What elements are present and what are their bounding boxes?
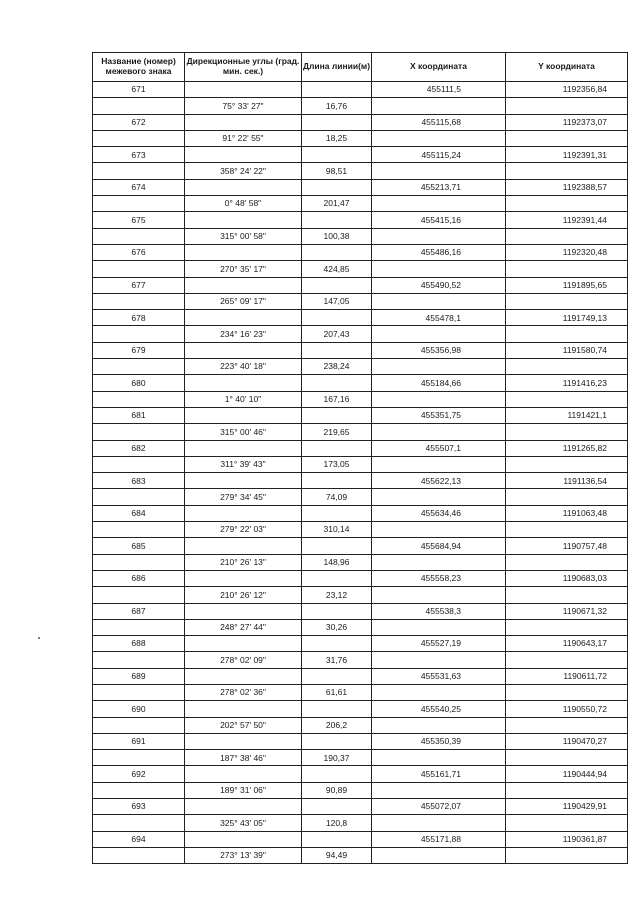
empty-cell xyxy=(185,407,302,423)
line-length-cell: 148,96 xyxy=(302,554,372,570)
point-row xyxy=(93,473,628,489)
point-name-cell: 672 xyxy=(93,114,185,130)
point-name-cell: 679 xyxy=(93,342,185,358)
line-length-cell: 424,85 xyxy=(302,261,372,277)
point-name-cell: 682 xyxy=(93,440,185,456)
segment-row xyxy=(93,359,628,375)
empty-cell xyxy=(302,212,372,228)
point-name-cell: 678 xyxy=(93,310,185,326)
empty-cell xyxy=(302,570,372,586)
empty-cell xyxy=(372,98,506,114)
y-coordinate-cell: 1190429,91 xyxy=(506,799,628,815)
empty-cell xyxy=(185,538,302,554)
x-coordinate-cell: 455684,94 xyxy=(372,538,506,554)
point-row xyxy=(93,82,628,98)
segment-row xyxy=(93,815,628,831)
y-coordinate-cell: 1191895,65 xyxy=(506,277,628,293)
y-coordinate-cell: 1191136,54 xyxy=(506,473,628,489)
empty-cell xyxy=(506,717,628,733)
line-length-cell: 201,47 xyxy=(302,196,372,212)
empty-cell xyxy=(302,82,372,98)
header-row xyxy=(93,53,628,82)
direction-angle-cell: 187° 38' 46" xyxy=(185,750,302,766)
point-name-cell: 681 xyxy=(93,407,185,423)
empty-cell xyxy=(93,587,185,603)
segment-row xyxy=(93,717,628,733)
empty-cell xyxy=(93,261,185,277)
point-row xyxy=(93,179,628,195)
point-row xyxy=(93,212,628,228)
y-coordinate-cell: 1191063,48 xyxy=(506,505,628,521)
empty-cell xyxy=(185,636,302,652)
empty-cell xyxy=(302,310,372,326)
empty-cell xyxy=(372,293,506,309)
y-coordinate-cell: 1190611,72 xyxy=(506,668,628,684)
line-length-cell: 94,49 xyxy=(302,847,372,863)
empty-cell xyxy=(372,456,506,472)
empty-cell xyxy=(506,522,628,538)
empty-cell xyxy=(372,815,506,831)
point-row xyxy=(93,407,628,423)
segment-row xyxy=(93,587,628,603)
segment-row xyxy=(93,522,628,538)
empty-cell xyxy=(506,130,628,146)
empty-cell xyxy=(185,440,302,456)
segment-row xyxy=(93,782,628,798)
x-coordinate-cell: 455527,19 xyxy=(372,636,506,652)
point-name-cell: 692 xyxy=(93,766,185,782)
segment-row xyxy=(93,424,628,440)
empty-cell xyxy=(185,114,302,130)
x-coordinate-cell: 455531,63 xyxy=(372,668,506,684)
point-name-cell: 689 xyxy=(93,668,185,684)
line-length-cell: 207,43 xyxy=(302,326,372,342)
empty-cell xyxy=(506,196,628,212)
empty-cell xyxy=(372,619,506,635)
empty-cell xyxy=(185,668,302,684)
point-name-cell: 675 xyxy=(93,212,185,228)
table-body xyxy=(93,82,628,864)
empty-cell xyxy=(506,750,628,766)
direction-angle-cell: 311° 39' 43" xyxy=(185,456,302,472)
direction-angle-cell: 278° 02' 09" xyxy=(185,652,302,668)
empty-cell xyxy=(302,407,372,423)
segment-row xyxy=(93,228,628,244)
point-row xyxy=(93,375,628,391)
empty-cell xyxy=(93,424,185,440)
point-name-cell: 677 xyxy=(93,277,185,293)
empty-cell xyxy=(93,130,185,146)
direction-angle-cell: 0° 48' 58" xyxy=(185,196,302,212)
scan-speck xyxy=(38,637,40,639)
x-coordinate-cell: 455171,88 xyxy=(372,831,506,847)
empty-cell xyxy=(302,701,372,717)
x-coordinate-cell: 455351,75 xyxy=(372,407,506,423)
y-coordinate-cell: 1191749,13 xyxy=(506,310,628,326)
direction-angle-cell: 315° 00' 46" xyxy=(185,424,302,440)
x-coordinate-cell: 455184,66 xyxy=(372,375,506,391)
x-coordinate-cell: 455072,07 xyxy=(372,799,506,815)
segment-row xyxy=(93,130,628,146)
segment-row xyxy=(93,163,628,179)
empty-cell xyxy=(372,424,506,440)
direction-angle-cell: 210° 26' 13" xyxy=(185,554,302,570)
point-name-cell: 673 xyxy=(93,147,185,163)
point-name-cell: 683 xyxy=(93,473,185,489)
y-coordinate-cell: 1191416,23 xyxy=(506,375,628,391)
point-row xyxy=(93,342,628,358)
segment-row xyxy=(93,684,628,700)
empty-cell xyxy=(372,652,506,668)
empty-cell xyxy=(506,554,628,570)
x-coordinate-cell: 455115,68 xyxy=(372,114,506,130)
header-x-coordinate: X координата xyxy=(372,53,506,82)
empty-cell xyxy=(185,342,302,358)
x-coordinate-cell: 455558,23 xyxy=(372,570,506,586)
x-coordinate-cell: 455486,16 xyxy=(372,244,506,260)
y-coordinate-cell: 1192356,84 xyxy=(506,82,628,98)
direction-angle-cell: 279° 22' 03" xyxy=(185,522,302,538)
empty-cell xyxy=(372,326,506,342)
line-length-cell: 23,12 xyxy=(302,587,372,603)
empty-cell xyxy=(302,440,372,456)
empty-cell xyxy=(506,326,628,342)
y-coordinate-cell: 1191421,1 xyxy=(506,407,628,423)
line-length-cell: 100,38 xyxy=(302,228,372,244)
point-name-cell: 680 xyxy=(93,375,185,391)
empty-cell xyxy=(185,733,302,749)
empty-cell xyxy=(93,750,185,766)
empty-cell xyxy=(185,799,302,815)
empty-cell xyxy=(185,179,302,195)
empty-cell xyxy=(93,228,185,244)
line-length-cell: 190,37 xyxy=(302,750,372,766)
direction-angle-cell: 1° 40' 10" xyxy=(185,391,302,407)
point-name-cell: 694 xyxy=(93,831,185,847)
empty-cell xyxy=(372,163,506,179)
empty-cell xyxy=(302,375,372,391)
empty-cell xyxy=(302,342,372,358)
empty-cell xyxy=(506,424,628,440)
empty-cell xyxy=(93,782,185,798)
empty-cell xyxy=(93,326,185,342)
empty-cell xyxy=(93,196,185,212)
y-coordinate-cell: 1190757,48 xyxy=(506,538,628,554)
direction-angle-cell: 270° 35' 17" xyxy=(185,261,302,277)
empty-cell xyxy=(372,554,506,570)
x-coordinate-cell: 455111,5 xyxy=(372,82,506,98)
x-coordinate-cell: 455490,52 xyxy=(372,277,506,293)
x-coordinate-cell: 455415,16 xyxy=(372,212,506,228)
point-row xyxy=(93,766,628,782)
empty-cell xyxy=(93,554,185,570)
line-length-cell: 61,61 xyxy=(302,684,372,700)
y-coordinate-cell: 1190470,27 xyxy=(506,733,628,749)
empty-cell xyxy=(372,847,506,863)
empty-cell xyxy=(93,619,185,635)
segment-row xyxy=(93,489,628,505)
point-name-cell: 671 xyxy=(93,82,185,98)
line-length-cell: 31,76 xyxy=(302,652,372,668)
empty-cell xyxy=(185,603,302,619)
y-coordinate-cell: 1191580,74 xyxy=(506,342,628,358)
header-direction-angle: Дирекционные углы (град. мин. сек.) xyxy=(185,53,302,82)
point-row xyxy=(93,310,628,326)
direction-angle-cell: 358° 24' 22" xyxy=(185,163,302,179)
segment-row xyxy=(93,619,628,635)
y-coordinate-cell: 1190361,87 xyxy=(506,831,628,847)
empty-cell xyxy=(93,489,185,505)
point-row xyxy=(93,244,628,260)
y-coordinate-cell: 1192373,07 xyxy=(506,114,628,130)
x-coordinate-cell: 455507,1 xyxy=(372,440,506,456)
line-length-cell: 167,16 xyxy=(302,391,372,407)
direction-angle-cell: 210° 26' 12" xyxy=(185,587,302,603)
empty-cell xyxy=(93,717,185,733)
segment-row xyxy=(93,391,628,407)
x-coordinate-cell: 455213,71 xyxy=(372,179,506,195)
line-length-cell: 16,76 xyxy=(302,98,372,114)
point-row xyxy=(93,147,628,163)
y-coordinate-cell: 1190683,03 xyxy=(506,570,628,586)
x-coordinate-cell: 455538,3 xyxy=(372,603,506,619)
point-row xyxy=(93,440,628,456)
empty-cell xyxy=(302,636,372,652)
point-name-cell: 686 xyxy=(93,570,185,586)
point-row xyxy=(93,831,628,847)
direction-angle-cell: 279° 34' 45" xyxy=(185,489,302,505)
header-y-coordinate: Y координата xyxy=(506,53,628,82)
point-row xyxy=(93,733,628,749)
segment-row xyxy=(93,652,628,668)
table-header xyxy=(93,53,628,82)
empty-cell xyxy=(185,82,302,98)
point-name-cell: 674 xyxy=(93,179,185,195)
segment-row xyxy=(93,326,628,342)
empty-cell xyxy=(506,456,628,472)
empty-cell xyxy=(302,799,372,815)
line-length-cell: 310,14 xyxy=(302,522,372,538)
direction-angle-cell: 248° 27' 44" xyxy=(185,619,302,635)
y-coordinate-cell: 1192388,57 xyxy=(506,179,628,195)
x-coordinate-cell: 455540,25 xyxy=(372,701,506,717)
segment-row xyxy=(93,847,628,863)
y-coordinate-cell: 1192391,44 xyxy=(506,212,628,228)
empty-cell xyxy=(93,456,185,472)
direction-angle-cell: 273° 13' 39" xyxy=(185,847,302,863)
empty-cell xyxy=(302,603,372,619)
direction-angle-cell: 315° 00' 58" xyxy=(185,228,302,244)
empty-cell xyxy=(93,163,185,179)
empty-cell xyxy=(185,831,302,847)
point-row xyxy=(93,668,628,684)
empty-cell xyxy=(506,359,628,375)
x-coordinate-cell: 455115,24 xyxy=(372,147,506,163)
line-length-cell: 30,26 xyxy=(302,619,372,635)
empty-cell xyxy=(506,228,628,244)
empty-cell xyxy=(185,766,302,782)
point-name-cell: 684 xyxy=(93,505,185,521)
direction-angle-cell: 223° 40' 18" xyxy=(185,359,302,375)
header-line-length: Длина линии(м) xyxy=(302,53,372,82)
x-coordinate-cell: 455634,46 xyxy=(372,505,506,521)
direction-angle-cell: 325° 43' 05" xyxy=(185,815,302,831)
x-coordinate-cell: 455622,13 xyxy=(372,473,506,489)
line-length-cell: 173,05 xyxy=(302,456,372,472)
direction-angle-cell: 75° 33' 27" xyxy=(185,98,302,114)
empty-cell xyxy=(185,473,302,489)
y-coordinate-cell: 1190643,17 xyxy=(506,636,628,652)
point-row xyxy=(93,636,628,652)
segment-row xyxy=(93,196,628,212)
line-length-cell: 98,51 xyxy=(302,163,372,179)
boundary-coordinates-table xyxy=(92,52,628,864)
empty-cell xyxy=(372,489,506,505)
empty-cell xyxy=(185,701,302,717)
empty-cell xyxy=(185,212,302,228)
direction-angle-cell: 202° 57' 50" xyxy=(185,717,302,733)
empty-cell xyxy=(302,766,372,782)
point-row xyxy=(93,570,628,586)
empty-cell xyxy=(93,652,185,668)
empty-cell xyxy=(372,359,506,375)
empty-cell xyxy=(372,522,506,538)
empty-cell xyxy=(372,391,506,407)
empty-cell xyxy=(372,717,506,733)
line-length-cell: 238,24 xyxy=(302,359,372,375)
empty-cell xyxy=(302,179,372,195)
segment-row xyxy=(93,98,628,114)
empty-cell xyxy=(93,815,185,831)
empty-cell xyxy=(506,293,628,309)
empty-cell xyxy=(506,815,628,831)
point-row xyxy=(93,277,628,293)
empty-cell xyxy=(372,587,506,603)
direction-angle-cell: 278° 02' 36" xyxy=(185,684,302,700)
empty-cell xyxy=(302,668,372,684)
line-length-cell: 206,2 xyxy=(302,717,372,733)
direction-angle-cell: 234° 16' 23" xyxy=(185,326,302,342)
empty-cell xyxy=(93,684,185,700)
point-name-cell: 685 xyxy=(93,538,185,554)
segment-row xyxy=(93,456,628,472)
point-row xyxy=(93,799,628,815)
empty-cell xyxy=(302,147,372,163)
y-coordinate-cell: 1190671,32 xyxy=(506,603,628,619)
line-length-cell: 90,89 xyxy=(302,782,372,798)
line-length-cell: 120,8 xyxy=(302,815,372,831)
empty-cell xyxy=(93,847,185,863)
empty-cell xyxy=(506,98,628,114)
empty-cell xyxy=(372,130,506,146)
segment-row xyxy=(93,750,628,766)
empty-cell xyxy=(372,261,506,277)
empty-cell xyxy=(506,619,628,635)
empty-cell xyxy=(302,505,372,521)
point-row xyxy=(93,538,628,554)
line-length-cell: 219,65 xyxy=(302,424,372,440)
empty-cell xyxy=(506,163,628,179)
empty-cell xyxy=(185,147,302,163)
x-coordinate-cell: 455161,71 xyxy=(372,766,506,782)
empty-cell xyxy=(372,196,506,212)
point-row xyxy=(93,603,628,619)
y-coordinate-cell: 1192391,31 xyxy=(506,147,628,163)
point-name-cell: 693 xyxy=(93,799,185,815)
empty-cell xyxy=(302,733,372,749)
header-point-name: Название (номер) межевого знака xyxy=(93,53,185,82)
empty-cell xyxy=(372,782,506,798)
line-length-cell: 147,05 xyxy=(302,293,372,309)
segment-row xyxy=(93,554,628,570)
y-coordinate-cell: 1192320,48 xyxy=(506,244,628,260)
empty-cell xyxy=(372,684,506,700)
y-coordinate-cell: 1191265,82 xyxy=(506,440,628,456)
empty-cell xyxy=(506,782,628,798)
segment-row xyxy=(93,293,628,309)
empty-cell xyxy=(185,277,302,293)
line-length-cell: 18,25 xyxy=(302,130,372,146)
empty-cell xyxy=(302,473,372,489)
empty-cell xyxy=(506,587,628,603)
point-name-cell: 687 xyxy=(93,603,185,619)
empty-cell xyxy=(93,391,185,407)
line-length-cell: 74,09 xyxy=(302,489,372,505)
empty-cell xyxy=(185,310,302,326)
point-name-cell: 676 xyxy=(93,244,185,260)
direction-angle-cell: 265° 09' 17" xyxy=(185,293,302,309)
empty-cell xyxy=(372,750,506,766)
empty-cell xyxy=(302,114,372,130)
point-row xyxy=(93,505,628,521)
empty-cell xyxy=(302,538,372,554)
y-coordinate-cell: 1190444,94 xyxy=(506,766,628,782)
empty-cell xyxy=(506,261,628,277)
x-coordinate-cell: 455356,98 xyxy=(372,342,506,358)
direction-angle-cell: 91° 22' 55" xyxy=(185,130,302,146)
point-row xyxy=(93,114,628,130)
point-name-cell: 691 xyxy=(93,733,185,749)
direction-angle-cell: 189° 31' 06" xyxy=(185,782,302,798)
empty-cell xyxy=(506,684,628,700)
empty-cell xyxy=(506,489,628,505)
empty-cell xyxy=(506,391,628,407)
empty-cell xyxy=(302,831,372,847)
empty-cell xyxy=(302,277,372,293)
x-coordinate-cell: 455350,39 xyxy=(372,733,506,749)
empty-cell xyxy=(302,244,372,260)
empty-cell xyxy=(506,652,628,668)
empty-cell xyxy=(185,375,302,391)
point-name-cell: 690 xyxy=(93,701,185,717)
empty-cell xyxy=(185,244,302,260)
y-coordinate-cell: 1190550,72 xyxy=(506,701,628,717)
empty-cell xyxy=(372,228,506,244)
empty-cell xyxy=(185,570,302,586)
segment-row xyxy=(93,261,628,277)
empty-cell xyxy=(93,98,185,114)
empty-cell xyxy=(93,522,185,538)
empty-cell xyxy=(93,293,185,309)
point-name-cell: 688 xyxy=(93,636,185,652)
x-coordinate-cell: 455478,1 xyxy=(372,310,506,326)
point-row xyxy=(93,701,628,717)
empty-cell xyxy=(93,359,185,375)
empty-cell xyxy=(185,505,302,521)
empty-cell xyxy=(506,847,628,863)
